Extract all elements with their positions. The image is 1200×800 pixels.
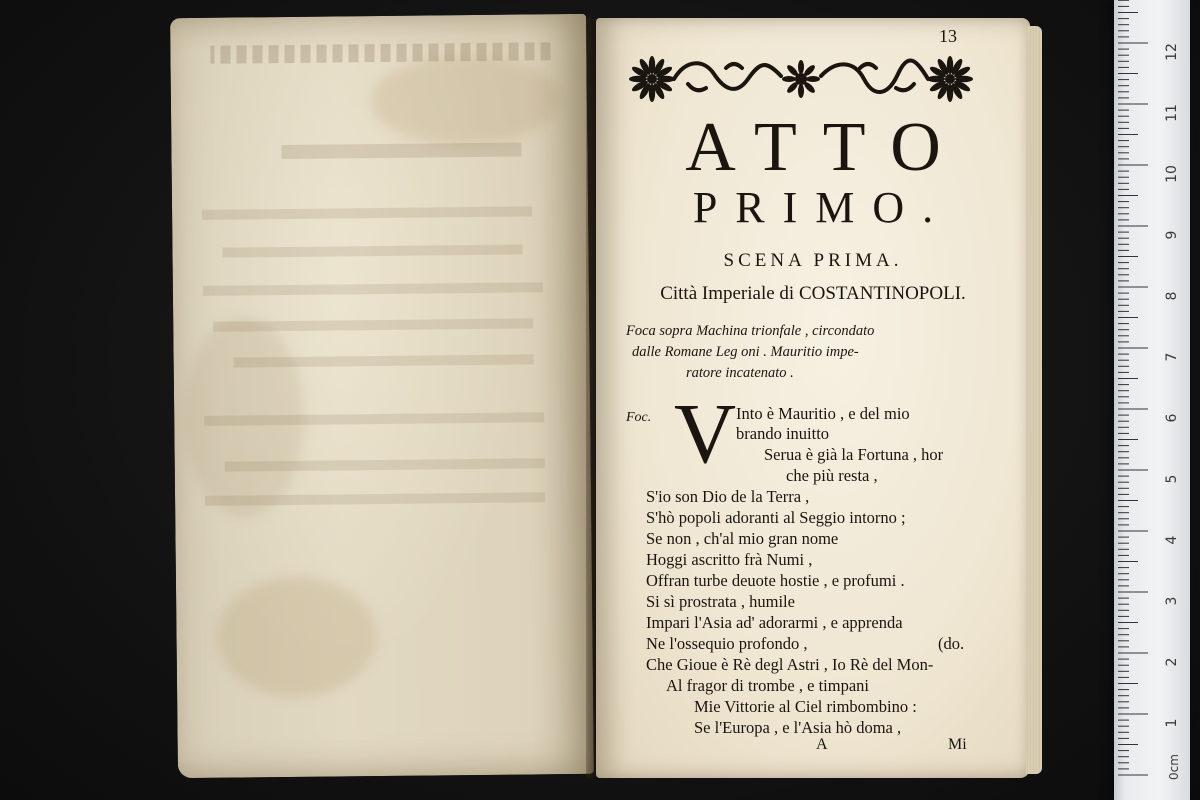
verse-line: Hoggi ascritto frà Numi ,	[646, 550, 813, 569]
act-title: ATTO	[685, 109, 967, 186]
bleed-through-line	[222, 245, 522, 258]
drop-cap: V	[674, 385, 737, 481]
ruler-unit-label: 0cm	[1167, 754, 1181, 780]
ruler-number: 10	[1164, 165, 1180, 183]
verse-line: Al fragor di trombe , e timpani	[666, 676, 869, 695]
verse-turnover: (do.	[938, 634, 965, 653]
ruler-number: 7	[1164, 352, 1180, 362]
bleed-through-line	[205, 492, 545, 506]
scene-title: SCENA PRIMA.	[723, 250, 903, 271]
page-stain	[370, 54, 561, 146]
floral-headpiece-ornament	[626, 54, 976, 104]
ruler-number: 3	[1164, 596, 1180, 606]
open-book	[168, 10, 1044, 782]
bleed-through-line	[213, 318, 533, 331]
bleed-through-line	[234, 354, 534, 367]
stage-direction-line: Foca sopra Machina trionfale , circondato	[626, 323, 875, 339]
page-stain	[216, 576, 377, 698]
act-subtitle: PRIMO.	[692, 183, 952, 232]
verse-line: Ne l'ossequio profondo ,	[646, 634, 808, 653]
page-number: 13	[939, 26, 957, 46]
verse-line: Mie Vittorie al Ciel rimbombino :	[694, 697, 917, 716]
verse-line: Che Gioue è Rè degl Astri , Io Rè del Mon-	[646, 655, 934, 674]
right-page	[596, 18, 1030, 778]
ruler-number: 1	[1164, 718, 1180, 728]
stage-direction-line: ratore incatenato .	[686, 365, 794, 381]
ruler-number: 9	[1164, 230, 1180, 240]
ruler-number: 12	[1164, 43, 1180, 61]
verse-line: Se non , ch'al mio gran nome	[646, 529, 839, 548]
verse-line: Se l'Europa , e l'Asia hò doma ,	[694, 718, 902, 737]
verse-line: brando inuitto	[736, 424, 830, 443]
signature-mark: A	[816, 736, 828, 753]
verse-line: Si sì prostrata , humile	[646, 592, 795, 611]
speaker-label: Foc.	[626, 410, 652, 425]
bleed-through-heading	[281, 143, 521, 160]
bleed-through-line	[202, 206, 532, 219]
ruler-number: 2	[1164, 657, 1180, 667]
verse-line: Serua è già la Fortuna , hor	[764, 445, 944, 464]
verse-line: Offran turbe deuote hostie , e profumi .	[646, 571, 905, 590]
ruler-number: 8	[1164, 291, 1180, 301]
verse-line: che più resta ,	[786, 466, 878, 485]
ruler-number: 11	[1164, 104, 1180, 122]
measuring-ruler	[1114, 0, 1190, 800]
bleed-through-line	[204, 412, 544, 426]
ruler-number: 6	[1164, 413, 1180, 423]
verse-line: Into è Mauritio , e del mio	[736, 404, 910, 423]
catchword: Mi	[948, 736, 967, 753]
scene-location: Città Imperiale di COSTANTINOPOLI.	[660, 283, 966, 304]
bleed-through-ornament	[210, 42, 550, 64]
verse-line: S'hò popoli adoranti al Seggio intorno ;	[646, 508, 906, 527]
ruler-number: 5	[1164, 474, 1180, 484]
bleed-through-line	[203, 282, 543, 296]
verse-line: Impari l'Asia ad' adorarmi , e apprenda	[646, 613, 903, 632]
left-page	[170, 14, 594, 778]
page-edges	[1026, 26, 1042, 774]
stage-direction-line: dalle Romane Leg oni . Mauritio impe-	[632, 344, 859, 360]
verse-line: S'io son Dio de la Terra ,	[646, 487, 810, 506]
ruler-number: 4	[1164, 535, 1180, 545]
bleed-through-line	[225, 458, 545, 471]
